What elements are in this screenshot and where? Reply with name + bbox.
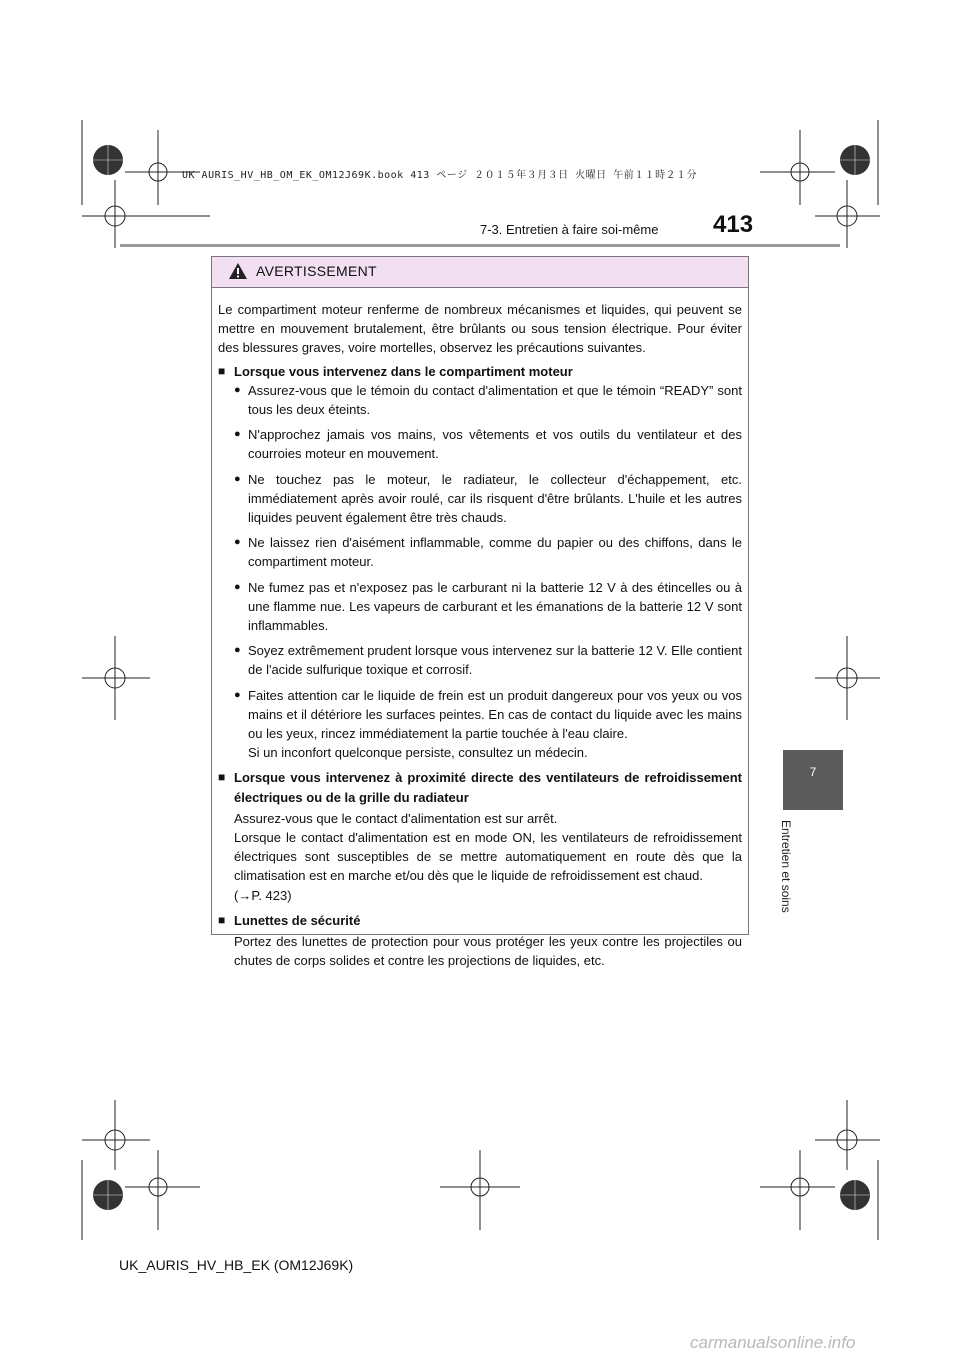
- section-title: 7-3. Entretien à faire soi-même: [480, 222, 659, 237]
- book-info-line: UK AURIS_HV_HB_OM_EK_OM12J69K.book 413 ページ ２０１５年３月３日 火曜日 午前１１時２１分: [182, 170, 698, 181]
- document-code: UK_AURIS_HV_HB_EK (OM12J69K): [119, 1257, 354, 1273]
- page-reference: (→P. 423): [234, 887, 292, 903]
- paragraph: Portez des lunettes de protection pour vous protéger les yeux contre les projectiles ou chutes de corps solides et contre les projections de liquides, etc.: [234, 934, 742, 969]
- header-rule: [120, 244, 840, 247]
- list-item: ● Ne laissez rien d'aisément inflammable, comme du papier ou des chiffons, dans le compartiment moteur.: [234, 535, 742, 570]
- warning-intro: Le compartiment moteur renferme de nombreux mécanismes et liquides, qui peuvent se mettre en mouvement brutalement, être brûlants ou sous tension électrique. Pour éviter des blessures graves, voire mortelles, observez les précautions suivantes.: [218, 302, 742, 356]
- paragraph: Lorsque le contact d'alimentation est en mode ON, les ventilateurs de refroidissement électriques sont susceptibles de se mettre automatiquement en route dès que la climatisation est en marche et/ou dès que le liquide de refroidissement est chaud.: [234, 830, 742, 884]
- circle-bullet-icon: ●: [234, 472, 241, 485]
- watermark: carmanualsonline.info: [690, 1333, 856, 1352]
- chapter-number: 7: [809, 765, 817, 779]
- list-item: ● Soyez extrêmement prudent lorsque vous intervenez sur la batterie 12 V. Elle contient de l'acide sulfurique toxique et corrosif.: [234, 643, 742, 678]
- square-bullet-icon: ■: [218, 363, 226, 378]
- list-item-continuation: Si un inconfort quelconque persiste, consultez un médecin.: [248, 745, 588, 761]
- circle-bullet-icon: ●: [234, 688, 241, 701]
- warning-title: AVERTISSEMENT: [256, 263, 377, 279]
- section-heading: ■ Lunettes de sécurité: [218, 912, 361, 928]
- list-item: ● Faites attention car le liquide de frein est un produit dangereux pour vos yeux ou vos mains et il détériore les surfaces peintes. En cas de contact du liquide avec les mains ou les yeux, rincez immédiatement la partie touchée à l'eau claire.: [234, 687, 742, 742]
- circle-bullet-icon: ●: [234, 536, 241, 549]
- chapter-tab: [783, 750, 843, 810]
- square-bullet-icon: ■: [218, 770, 226, 785]
- list-item: ● Assurez-vous que le témoin du contact d'alimentation et que le témoin “READY” sont tous les deux éteints.: [234, 382, 742, 418]
- circle-bullet-icon: ●: [234, 644, 241, 657]
- list-item: ● Ne touchez pas le moteur, le radiateur, le collecteur d'échappement, etc. immédiatement après avoir roulé, car ils risquent d'être brûlants. L'huile et les autres liquides peuvent également être très chauds.: [234, 471, 742, 526]
- section-heading: ■ Lorsque vous intervenez dans le compartiment moteur: [218, 363, 573, 379]
- list-item: ● N'approchez jamais vos mains, vos vêtements et vos outils du ventilateur et des courroies moteur en mouvement.: [234, 427, 742, 462]
- page-number: 413: [713, 211, 754, 238]
- warning-header: [212, 257, 748, 288]
- chapter-label: [773, 820, 813, 940]
- warning-body: [212, 288, 748, 971]
- warning-box: [211, 256, 749, 969]
- circle-bullet-icon: ●: [234, 580, 241, 593]
- chapter-label-text: Entretien et soins: [779, 820, 793, 913]
- warning-triangle-icon: [228, 262, 248, 285]
- paragraph: Assurez-vous que le contact d'alimentation est sur arrêt.: [234, 810, 558, 826]
- circle-bullet-icon: ●: [234, 383, 241, 396]
- square-bullet-icon: ■: [218, 912, 226, 927]
- section-heading: ■ Lorsque vous intervenez à proximité directe des ventilateurs de refroidissement électriques ou de la grille du radiateur: [218, 770, 742, 805]
- list-item: ● Ne fumez pas et n'exposez pas le carburant ni la batterie 12 V à des étincelles ou à une flamme nue. Les vapeurs de carburant et les émanations de la batterie 12 V sont inflammables.: [234, 579, 742, 634]
- circle-bullet-icon: ●: [234, 428, 241, 441]
